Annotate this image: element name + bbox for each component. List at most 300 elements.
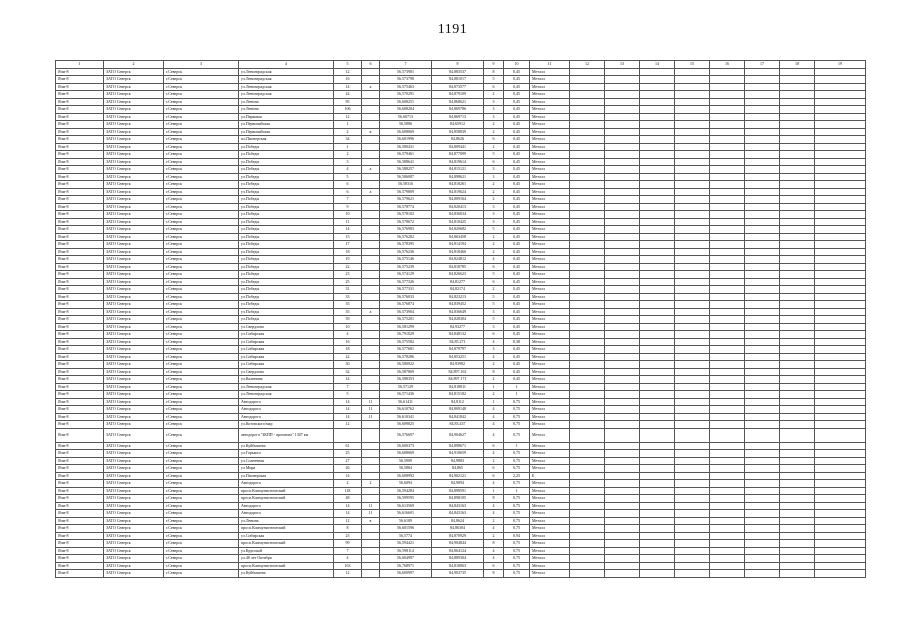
table-row [56, 76, 866, 84]
table-cell: 5 [484, 226, 504, 234]
table-cell [675, 547, 710, 555]
table-cell [605, 495, 640, 503]
table-cell [640, 361, 675, 369]
column-header: 3 [164, 61, 239, 69]
column-header: 15 [675, 61, 710, 69]
table-cell [675, 271, 710, 279]
table-cell [710, 301, 745, 309]
table-cell: 14 [334, 406, 362, 414]
table-cell: Ячм-8 [56, 271, 104, 279]
table-cell [570, 487, 605, 495]
table-cell: 84,9883 [432, 457, 484, 465]
table-cell [745, 121, 780, 129]
table-row [56, 472, 866, 480]
table-cell: 2 [334, 128, 362, 136]
table-row [56, 323, 866, 331]
table-cell [780, 158, 815, 166]
table-cell [710, 570, 745, 578]
table-cell: 2 [484, 91, 504, 99]
table-cell [815, 480, 866, 488]
table-cell [745, 472, 780, 480]
table-row [56, 480, 866, 488]
table-cell [710, 323, 745, 331]
table-cell [605, 76, 640, 84]
table-cell [570, 517, 605, 525]
table-cell [362, 495, 380, 503]
table-cell [710, 487, 745, 495]
table-cell: просп.Коммунистический [239, 487, 334, 495]
table-cell: 0,45 [504, 113, 530, 121]
table-row [56, 555, 866, 563]
table-cell: 84,883537 [432, 68, 484, 76]
table-cell: ул.Сибирская [239, 346, 334, 354]
table-cell [640, 391, 675, 399]
table-cell: 23 [334, 532, 362, 540]
table-cell [675, 181, 710, 189]
table-cell: Ячм-8 [56, 570, 104, 578]
table-cell: г.Северск [164, 158, 239, 166]
table-cell [362, 457, 380, 465]
table-cell: Металл [530, 203, 570, 211]
table-cell [675, 91, 710, 99]
table-row [56, 136, 866, 144]
table-cell [675, 346, 710, 354]
table-cell [605, 368, 640, 376]
table-cell [780, 203, 815, 211]
table-cell: Металл [530, 158, 570, 166]
table-cell [710, 376, 745, 384]
table-cell: ул.Победы [239, 203, 334, 211]
table-cell: 56,581299 [380, 323, 432, 331]
column-header: 16 [710, 61, 745, 69]
table-cell: 2 [484, 188, 504, 196]
table-cell: 0,75 [504, 450, 530, 458]
table-cell: Металл [530, 166, 570, 174]
table-cell: 5 [484, 301, 504, 309]
table-cell: 84,820682 [432, 226, 484, 234]
table-cell [334, 428, 362, 442]
table-cell [362, 346, 380, 354]
table-cell: 56,768971 [380, 562, 432, 570]
table-cell [710, 495, 745, 503]
table-cell: г.Северск [164, 226, 239, 234]
table-cell: 84,828304 [432, 316, 484, 324]
table-cell: Ячм-8 [56, 540, 104, 548]
table-cell: Металл [530, 457, 570, 465]
table-cell: 0,75 [504, 398, 530, 406]
table-cell [570, 442, 605, 450]
table-cell: просп.Коммунистический [239, 562, 334, 570]
table-cell: 84,819614 [432, 158, 484, 166]
table-cell [362, 263, 380, 271]
table-cell: 0,45 [504, 98, 530, 106]
table-cell [780, 91, 815, 99]
table-cell [710, 263, 745, 271]
table-cell: г.Северск [164, 555, 239, 563]
table-cell [640, 368, 675, 376]
table-cell: 30 [334, 361, 362, 369]
table-cell: ул.Сибирская [239, 353, 334, 361]
table-cell [710, 480, 745, 488]
table-row [56, 158, 866, 166]
table-cell: 2 [484, 361, 504, 369]
table-cell [362, 293, 380, 301]
table-cell [640, 480, 675, 488]
table-cell [362, 465, 380, 473]
table-cell [640, 346, 675, 354]
table-cell: ЗАТО Северск [104, 166, 164, 174]
table-cell [570, 406, 605, 414]
table-cell: 56,5774 [380, 532, 432, 540]
table-cell [710, 211, 745, 219]
table-cell [710, 502, 745, 510]
table-cell: 56,5886 [380, 121, 432, 129]
table-cell [815, 316, 866, 324]
table-cell [815, 121, 866, 129]
table-cell: 3 [334, 158, 362, 166]
table-cell: ЗАТО Северск [104, 233, 164, 241]
table-cell: Ячм-8 [56, 196, 104, 204]
column-header: 6 [362, 61, 380, 69]
table-cell: ул.Первомайская [239, 128, 334, 136]
table-cell [640, 158, 675, 166]
table-cell: 17 [334, 241, 362, 249]
table-cell: ЗАТО Северск [104, 450, 164, 458]
table-cell: Металл [530, 421, 570, 429]
table-cell [605, 346, 640, 354]
table-row [56, 293, 866, 301]
table-cell: Металл [530, 510, 570, 518]
table-cell: 1 [504, 442, 530, 450]
table-cell [815, 562, 866, 570]
table-cell: Ячм-8 [56, 323, 104, 331]
table-cell: 14 [334, 376, 362, 384]
table-cell [362, 323, 380, 331]
table-cell: 56,574129 [380, 271, 432, 279]
table-cell [815, 421, 866, 429]
table-cell: г.Северск [164, 173, 239, 181]
table-cell: Ячм-8 [56, 256, 104, 264]
table-cell: 4 [484, 353, 504, 361]
table-row [56, 421, 866, 429]
table-cell: 56,570291 [380, 91, 432, 99]
column-header: 12 [570, 61, 605, 69]
table-cell: 84,93277 [432, 323, 484, 331]
table-cell [675, 406, 710, 414]
table-cell [815, 218, 866, 226]
table-cell: 1 [334, 143, 362, 151]
table-cell: г.Северск [164, 218, 239, 226]
column-header: 8 [432, 61, 484, 69]
table-cell: Ячм-8 [56, 83, 104, 91]
table-cell [780, 121, 815, 129]
table-cell [710, 278, 745, 286]
table-cell: 0,45 [504, 293, 530, 301]
table-cell [570, 121, 605, 129]
table-cell: 0,75 [504, 480, 530, 488]
table-cell: Ячм-8 [56, 338, 104, 346]
table-cell: 56,577331 [380, 286, 432, 294]
table-cell: 84,898621 [432, 173, 484, 181]
table-row [56, 143, 866, 151]
table-cell [780, 555, 815, 563]
table-cell [640, 540, 675, 548]
table-cell: 0,94 [504, 532, 530, 540]
table-cell: 2 [484, 457, 504, 465]
table-cell [815, 286, 866, 294]
table-cell: Металл [530, 323, 570, 331]
table-cell: Ячм-8 [56, 136, 104, 144]
table-cell: ЗАТО Северск [104, 293, 164, 301]
table-cell [745, 457, 780, 465]
table-cell: ЗАТО Северск [104, 188, 164, 196]
table-cell: 0,45 [504, 361, 530, 369]
table-cell: ул.Победы [239, 158, 334, 166]
table-cell [675, 128, 710, 136]
table-cell: 14 [334, 510, 362, 518]
table-cell: 0,75 [504, 570, 530, 578]
table-cell: 84,65912 [432, 121, 484, 129]
table-cell [780, 293, 815, 301]
table-cell: 2 [362, 480, 380, 488]
table-cell: 56,594421 [380, 540, 432, 548]
table-cell [605, 540, 640, 548]
table-cell: 84,818785 [432, 263, 484, 271]
table-cell [815, 158, 866, 166]
table-cell: 56,579809 [380, 188, 432, 196]
table-cell: ул.Ленинградская [239, 68, 334, 76]
table-cell [745, 368, 780, 376]
table-cell [815, 226, 866, 234]
table-cell: Ячм-8 [56, 166, 104, 174]
table-cell: 0,45 [504, 166, 530, 174]
table-cell: 84,881017 [432, 76, 484, 84]
table-cell [780, 480, 815, 488]
column-header: 10 [504, 61, 530, 69]
table-cell [780, 421, 815, 429]
table-row [56, 308, 866, 316]
table-cell [675, 278, 710, 286]
table-row [56, 316, 866, 324]
table-cell: г.Северск [164, 398, 239, 406]
table-cell [815, 196, 866, 204]
table-cell: 56,576282 [380, 233, 432, 241]
table-cell [675, 517, 710, 525]
table-cell [362, 218, 380, 226]
table-cell [605, 166, 640, 174]
table-cell: 56,579461 [380, 151, 432, 159]
table-cell [815, 271, 866, 279]
table-cell [640, 113, 675, 121]
table-cell: ул.Куйбышева [239, 442, 334, 450]
table-cell [815, 376, 866, 384]
table-cell: Ячм-8 [56, 308, 104, 316]
table-cell: 2 [484, 143, 504, 151]
table-cell [745, 465, 780, 473]
table-cell: 56,578672 [380, 218, 432, 226]
table-cell [605, 286, 640, 294]
table-cell [640, 383, 675, 391]
table-cell [710, 241, 745, 249]
table-cell [815, 540, 866, 548]
table-cell: 84,865 [432, 465, 484, 473]
table-cell [675, 421, 710, 429]
table-cell: 1 [484, 383, 504, 391]
table-cell [362, 316, 380, 324]
table-cell: 84,879109 [432, 91, 484, 99]
table-cell: 5 [484, 151, 504, 159]
table-cell: 25 [334, 450, 362, 458]
table-cell [745, 480, 780, 488]
table-cell: 84,897.161 [432, 368, 484, 376]
table-cell: г.Северск [164, 570, 239, 578]
table-cell: 10 [334, 211, 362, 219]
table-cell: 84,815182 [432, 391, 484, 399]
table-cell: 56,6109 [380, 517, 432, 525]
table-cell [362, 113, 380, 121]
table-row [56, 98, 866, 106]
table-cell: Металл [530, 98, 570, 106]
table-cell: 0,75 [504, 525, 530, 533]
table-cell [745, 428, 780, 442]
table-cell [362, 226, 380, 234]
table-cell [675, 555, 710, 563]
table-cell [605, 151, 640, 159]
table-cell: г.Северск [164, 91, 239, 99]
table-cell [780, 68, 815, 76]
table-cell: 11 [362, 502, 380, 510]
table-cell: г.Северск [164, 196, 239, 204]
table-cell [605, 143, 640, 151]
column-header: 19 [815, 61, 866, 69]
table-cell [362, 278, 380, 286]
table-cell: г.Северск [164, 406, 239, 414]
table-cell [710, 106, 745, 114]
table-cell: 4 [484, 406, 504, 414]
table-cell: 56,613569 [380, 502, 432, 510]
table-cell [815, 166, 866, 174]
table-cell [640, 211, 675, 219]
table-cell [640, 293, 675, 301]
table-cell: г.Северск [164, 166, 239, 174]
table-cell: 56,575239 [380, 263, 432, 271]
table-cell [745, 398, 780, 406]
table-cell: Ячм-8 [56, 263, 104, 271]
table-cell: Ячм-8 [56, 91, 104, 99]
table-cell: ЗАТО Северск [104, 203, 164, 211]
table-cell: Ячм-8 [56, 331, 104, 339]
table-cell: ул.Победы [239, 188, 334, 196]
table-cell [815, 391, 866, 399]
table-cell: 84,8624 [432, 517, 484, 525]
table-cell: 2 [484, 241, 504, 249]
table-cell: 163 [334, 562, 362, 570]
table-cell: 6 [484, 136, 504, 144]
table-cell [640, 555, 675, 563]
table-cell: Металл [530, 406, 570, 414]
table-cell: ул.Победы [239, 218, 334, 226]
table-cell: ЗАТО Северск [104, 91, 164, 99]
table-cell [815, 233, 866, 241]
table-cell: 56,588353 [380, 376, 432, 384]
table-cell [362, 540, 380, 548]
table-cell: 18 [334, 346, 362, 354]
table-cell: 34 [334, 136, 362, 144]
table-cell [675, 151, 710, 159]
table-cell: 84,836034 [432, 211, 484, 219]
table-cell [640, 128, 675, 136]
table-cell [675, 562, 710, 570]
table-cell: ЗАТО Северск [104, 271, 164, 279]
table-cell: 84,897.171 [432, 376, 484, 384]
table-cell: автодорога "ЗКПП - промзона" 1307 км [239, 428, 334, 442]
table-cell: ЗАТО Северск [104, 368, 164, 376]
table-cell: 84,810425 [432, 218, 484, 226]
table-cell [745, 68, 780, 76]
table-cell: г.Северск [164, 68, 239, 76]
table-cell: Металл [530, 226, 570, 234]
table-cell [815, 413, 866, 421]
table-cell: ЗАТО Северск [104, 98, 164, 106]
table-cell: ул.Ленинградская [239, 76, 334, 84]
table-cell: ЗАТО Северск [104, 421, 164, 429]
table-cell: г.Северск [164, 271, 239, 279]
table-cell [362, 91, 380, 99]
table-cell: Б [530, 472, 570, 480]
table-cell: ЗАТО Северск [104, 413, 164, 421]
table-cell: 0,75 [504, 457, 530, 465]
table-cell [675, 316, 710, 324]
table-cell [570, 421, 605, 429]
table-cell: ЗАТО Северск [104, 173, 164, 181]
table-cell [710, 457, 745, 465]
table-cell: Металл [530, 308, 570, 316]
table-cell [710, 517, 745, 525]
table-cell: 11 [362, 406, 380, 414]
table-cell: Металл [530, 211, 570, 219]
table-row [56, 413, 866, 421]
table-cell [745, 218, 780, 226]
table-cell: г.Северск [164, 368, 239, 376]
table-cell [675, 106, 710, 114]
table-cell [570, 562, 605, 570]
table-cell [570, 368, 605, 376]
table-cell [710, 151, 745, 159]
table-cell: 14 [334, 413, 362, 421]
table-cell [745, 98, 780, 106]
table-cell [710, 143, 745, 151]
table-cell [640, 525, 675, 533]
table-cell [675, 98, 710, 106]
table-cell: 2 [484, 181, 504, 189]
table-cell [745, 286, 780, 294]
table-cell [710, 413, 745, 421]
table-row [56, 376, 866, 384]
table-cell: 12 [334, 421, 362, 429]
table-cell [745, 91, 780, 99]
table-cell: Автодорога [239, 406, 334, 414]
table-cell: 8 [484, 68, 504, 76]
table-cell: 8 [484, 540, 504, 548]
table-cell: ЗАТО Северск [104, 226, 164, 234]
table-cell: ЗАТО Северск [104, 136, 164, 144]
table-cell: Металл [530, 113, 570, 121]
table-cell: Автодорога [239, 502, 334, 510]
table-cell: 6 [334, 188, 362, 196]
table-cell [780, 413, 815, 421]
table-cell: 0,45 [504, 353, 530, 361]
table-cell: 84,839452 [432, 301, 484, 309]
